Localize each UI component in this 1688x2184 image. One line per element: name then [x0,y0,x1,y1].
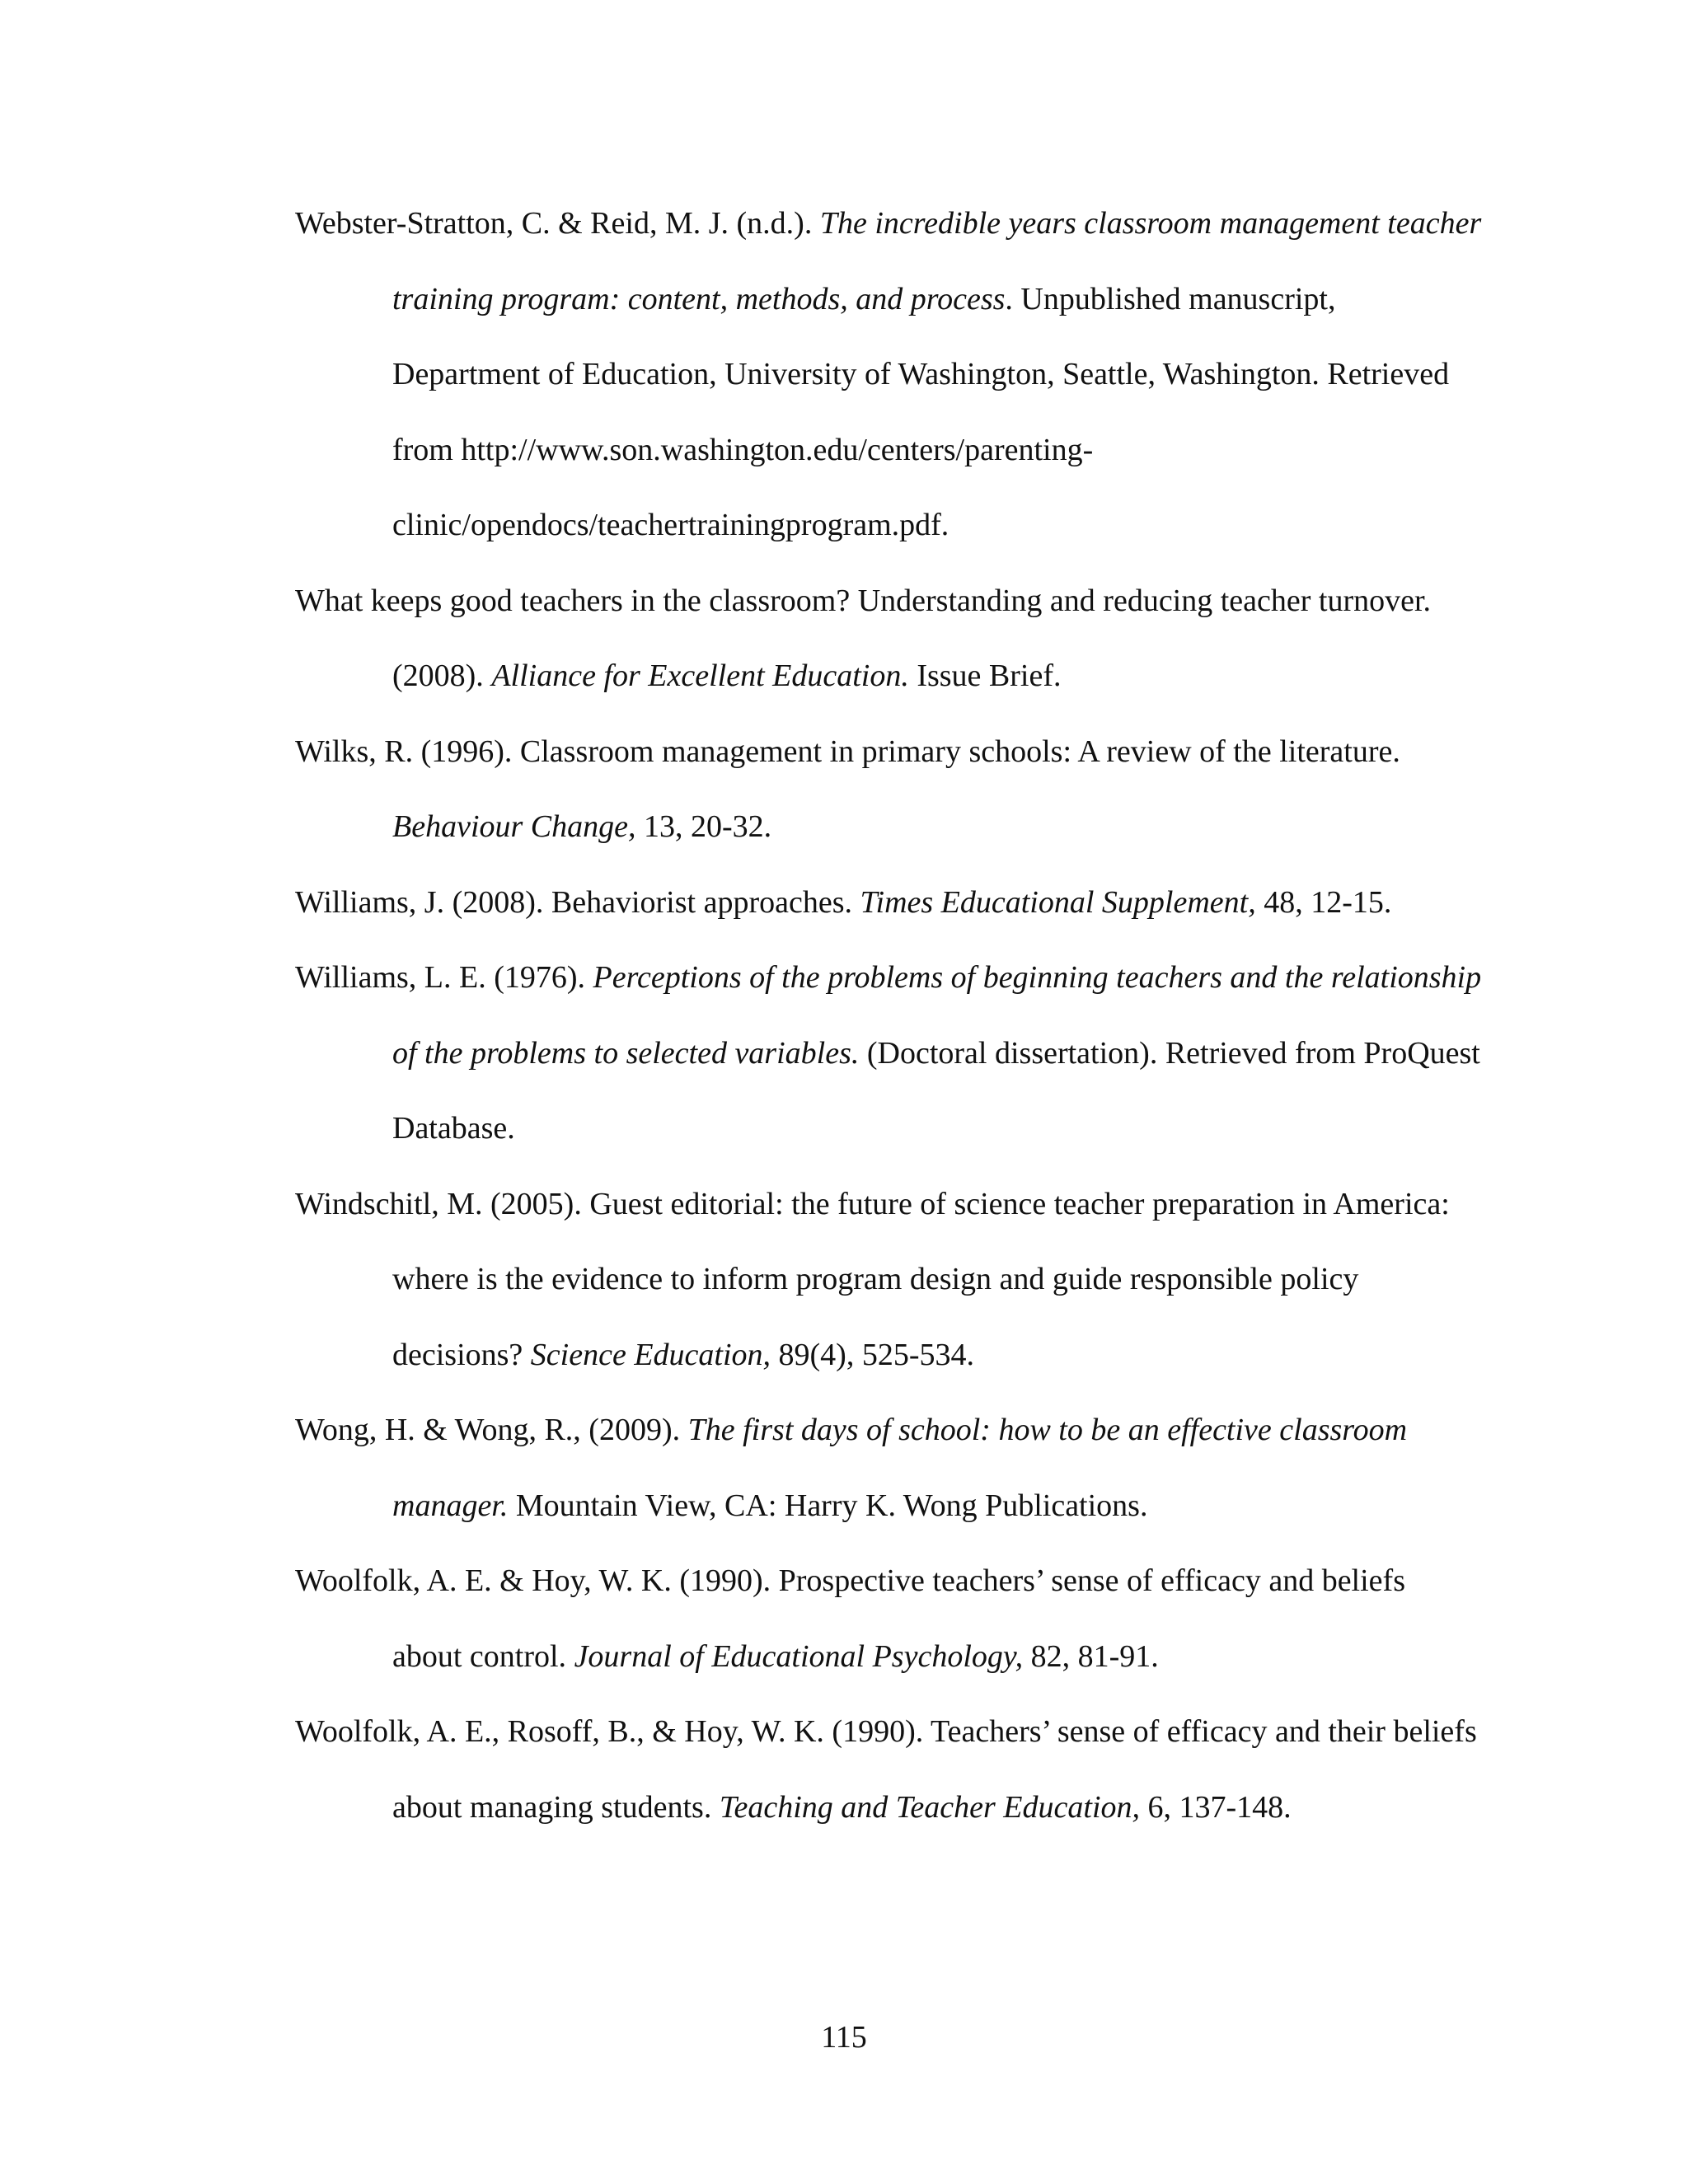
reference-entry [295,715,1482,865]
reference-text: (Doctoral dissertation). Retrieved from ProQuest Database. [392,1035,1480,1146]
reference-title: Times Educational Supplement, [860,884,1256,920]
page-number: 115 [821,2020,867,2055]
reference-text: 82, 81-91. [1023,1638,1159,1674]
reference-text: 6, 137-148. [1140,1789,1292,1825]
reference-text: Wong, H. & Wong, R., (2009). [295,1413,688,1447]
reference-title: Science Education, [530,1337,771,1372]
reference-entry [295,1544,1482,1694]
reference-entry [295,1167,1482,1394]
reference-text: Williams, J. (2008). Behaviorist approaches. [295,884,860,920]
reference-text: Mountain View, CA: Harry K. Wong Publications. [508,1488,1148,1523]
reference-text: Issue Brief. [908,658,1062,693]
reference-text: 13, 20-32. [635,809,772,844]
reference-entry [295,564,1482,715]
reference-text: Williams, L. E. (1976). [295,960,593,995]
reference-title: Perceptions of the problems of beginning teachers and the relationship of the problems to selected variables. [392,960,1482,1071]
reference-entry [295,940,1482,1167]
reference-title: Journal of Educational Psychology, [574,1638,1024,1674]
reference-title: Behaviour Change, [392,809,636,844]
reference-title: The incredible years classroom management teacher training program: content, methods, and process [392,206,1482,316]
reference-list [295,186,1482,1845]
reference-entry [295,865,1482,941]
reference-text: Woolfolk, A. E., Rosoff, B., & Hoy, W. K. (1990). Teachers’ sense of efficacy and their beliefs about managing students. [295,1714,1477,1825]
reference-text: Wilks, R. (1996). Classroom management in primary schools: A review of the literature. [295,733,1400,769]
reference-text: 89(4), 525-534. [771,1337,974,1372]
reference-text: Windschitl, M. (2005). Guest editorial: the future of science teacher preparation in America: where is the evidence to inform program design and guide responsible policy decisions? [295,1186,1450,1372]
reference-text: Webster-Stratton, C. & Reid, M. J. (n.d.). [295,206,820,241]
reference-text: 48, 12-15. [1255,884,1392,920]
reference-title: The first days of school: how to be an effective classroom manager. [392,1413,1408,1523]
reference-text: Woolfolk, A. E. & Hoy, W. K. (1990). Prospective teachers’ sense of efficacy and beliefs about control. [295,1563,1405,1674]
reference-title: Teaching and Teacher Education, [719,1789,1141,1825]
reference-entry [295,186,1482,564]
reference-entry [295,1393,1482,1544]
reference-text: What keeps good teachers in the classroom? Understanding and reducing teacher turnover. (2008). [295,583,1432,693]
reference-text: . Unpublished manuscript, Department of Education, University of Washington, Seattle, Washington. Retrieved from http://www.son.washington.edu/centers/parenting-clinic/opendocs/teachertrainingprogram.pdf. [392,281,1450,542]
reference-title: Alliance for Excellent Education. [491,658,909,693]
reference-entry [295,1694,1482,1845]
